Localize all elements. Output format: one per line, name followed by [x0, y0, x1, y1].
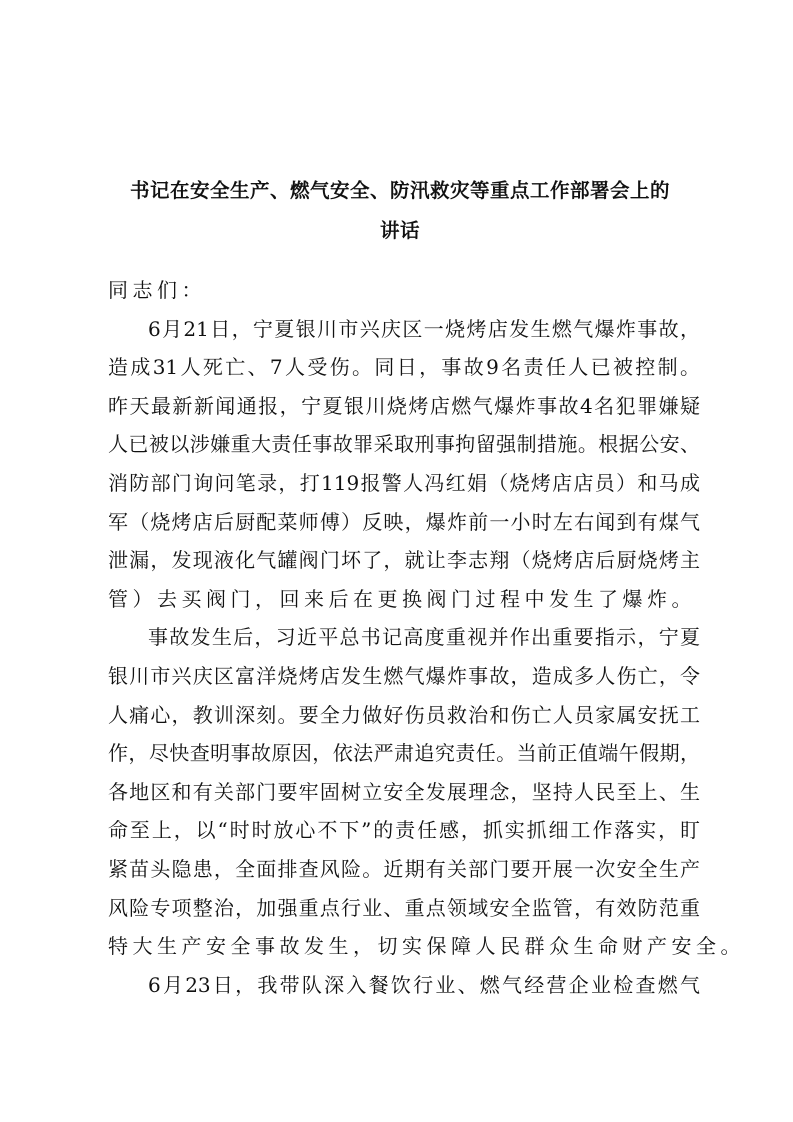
paragraph-1-line: 人已被以涉嫌重大责任事故罪采取刑事拘留强制措施。根据公安、	[108, 432, 700, 457]
paragraph-1-line: 消防部门询问笔录，打119报警人冯红娟（烧烤店店员）和马成	[108, 470, 700, 495]
document-body	[108, 271, 745, 1004]
paragraph-1-line: 昨天最新新闻通报，宁夏银川烧烤店燃气爆炸事故4名犯罪嫌疑	[108, 393, 700, 418]
paragraph-2-line: 各地区和有关部门要牢固树立安全发展理念，坚持人民至上、生	[108, 779, 700, 804]
paragraph-2-line: 作，尽快查明事故原因，依法严肃追究责任。当前正值端午假期，	[108, 741, 700, 766]
paragraph-1-line: 6月21日，宁夏银川市兴庆区一烧烤店发生燃气爆炸事故，	[148, 316, 700, 341]
paragraph-2-line: 命至上，以“时时放心不下”的责任感，抓实抓细工作落实，盯	[108, 818, 700, 843]
paragraph-2-line: 紧苗头隐患，全面排查风险。近期有关部门要开展一次安全生产	[108, 856, 700, 881]
document-title-line-1: 书记在安全生产、燃气安全、防汛救灾等重点工作部署会上的	[129, 179, 670, 202]
paragraph-3-line: 6月23日，我带队深入餐饮行业、燃气经营企业检查燃气	[148, 972, 700, 997]
paragraph-2-line: 风险专项整治，加强重点行业、重点领域安全监管，有效防范重	[108, 895, 700, 920]
document-title-line-2: 讲话	[379, 219, 420, 242]
paragraph-2-line: 银川市兴庆区富洋烧烤店发生燃气爆炸事故，造成多人伤亡，令	[108, 663, 700, 688]
salutation: 同志们：	[108, 278, 206, 302]
paragraph-1-line: 造成31人死亡、7人受伤。同日，事故9名责任人已被控制。	[108, 355, 700, 380]
paragraph-1-line: 管）去买阀门，回来后在更换阀门过程中发生了爆炸。	[108, 586, 696, 611]
paragraph-2-line: 事故发生后，习近平总书记高度重视并作出重要指示，宁夏	[148, 625, 700, 650]
paragraph-2-line: 特大生产安全事故发生，切实保障人民群众生命财产安全。	[108, 934, 745, 959]
paragraph-1-line: 泄漏，发现液化气罐阀门坏了，就让李志翔（烧烤店后厨烧烤主	[108, 548, 700, 573]
paragraph-2-line: 人痛心，教训深刻。要全力做好伤员救治和伤亡人员家属安抚工	[108, 702, 700, 727]
paragraph-1-line: 军（烧烤店后厨配菜师傅）反映，爆炸前一小时左右闻到有煤气	[108, 509, 700, 534]
